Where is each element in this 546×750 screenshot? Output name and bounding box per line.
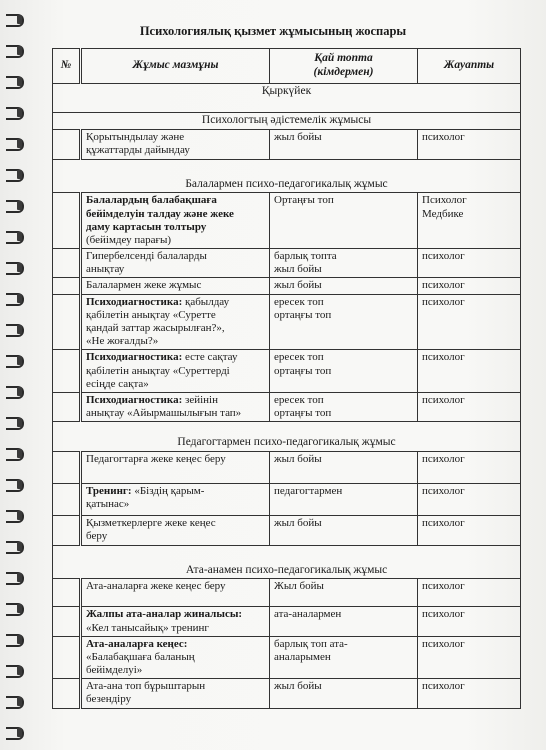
row-group: барлық топ ата- аналарымен <box>270 636 418 679</box>
row-content: Гипербелсенді балаларды анықтау <box>81 249 270 278</box>
row-number <box>53 294 81 350</box>
row-number <box>53 484 81 516</box>
row-content: Педагогтарға жеке кеңес беру <box>81 452 270 484</box>
row-content: Тренинг: «Біздің қарым- қатынас» <box>81 484 270 516</box>
table-row <box>53 350 521 393</box>
binding-ring <box>6 262 24 275</box>
binding-ring <box>6 417 24 430</box>
table-row <box>53 636 521 679</box>
row-number <box>53 579 81 607</box>
binding-ring <box>6 76 24 89</box>
row-number <box>53 679 81 708</box>
table-row <box>53 392 521 421</box>
row-content: Психодиагностика: қабылдау қабілетін анықтау «Суретте қандай заттар жасырылған?», «Не жоғалды?» <box>81 294 270 350</box>
binding-ring <box>6 572 24 585</box>
binding-ring <box>6 603 24 616</box>
binding-ring <box>6 107 24 120</box>
row-number <box>53 350 81 393</box>
binding-ring <box>6 727 24 740</box>
binding-ring <box>6 231 24 244</box>
row-responsible: психолог <box>418 452 521 484</box>
header-responsible: Жауапты <box>418 49 521 84</box>
row-number <box>53 130 81 159</box>
binding-ring <box>6 355 24 368</box>
section-row <box>53 113 521 130</box>
row-content: Қызметкерлерге жеке кеңес беру <box>81 516 270 545</box>
binding-ring <box>6 386 24 399</box>
row-content: Ата-аналарға жеке кеңес беру <box>81 579 270 607</box>
table-row <box>53 278 521 294</box>
table-row <box>53 452 521 484</box>
section-title: Педагогтармен психо-педагогикалық жұмыс <box>53 422 521 452</box>
month-row <box>53 83 521 113</box>
section-row <box>53 545 521 579</box>
row-group: барлық топта жыл бойы <box>270 249 418 278</box>
row-number <box>53 516 81 545</box>
row-group: Ортаңғы топ <box>270 193 418 249</box>
row-content: Ата-ана топ бұрыштарын безендіру <box>81 679 270 708</box>
row-responsible: психолог <box>418 278 521 294</box>
row-group: жыл бойы <box>270 278 418 294</box>
binding-ring <box>6 324 24 337</box>
page-title: Психологиялық қызмет жұмысының жоспары <box>139 24 407 38</box>
row-responsible: психолог <box>418 579 521 607</box>
binding-ring <box>6 45 24 58</box>
binding-ring <box>6 200 24 213</box>
row-number <box>53 452 81 484</box>
binding-ring <box>6 541 24 554</box>
row-group: ересек топ ортаңғы топ <box>270 392 418 421</box>
row-responsible: психолог <box>418 249 521 278</box>
row-group: ересек топ ортаңғы топ <box>270 294 418 350</box>
row-number <box>53 607 81 636</box>
row-responsible: психолог <box>418 484 521 516</box>
spiral-binding <box>6 0 28 750</box>
table-row <box>53 130 521 159</box>
row-number <box>53 193 81 249</box>
row-content: Қорытындылау және құжаттарды дайындау <box>81 130 270 159</box>
row-responsible: Психолог Медбике <box>418 193 521 249</box>
header-no: № <box>53 49 81 84</box>
row-content: Балалардың балабақшаға бейімделуін талдау және жеке даму картасын толтыру (бейімдеу парағы) <box>81 193 270 249</box>
row-content: Психодиагностика: зейінін анықтау «Айырмашылығын тап» <box>81 392 270 421</box>
row-number <box>53 636 81 679</box>
binding-ring <box>6 169 24 182</box>
row-group: жыл бойы <box>270 452 418 484</box>
section-row <box>53 422 521 452</box>
row-responsible: психолог <box>418 516 521 545</box>
row-group: ата-аналармен <box>270 607 418 636</box>
binding-ring <box>6 448 24 461</box>
header-content: Жұмыс мазмұны <box>81 49 270 84</box>
section-title: Балалармен психо-педагогикалық жұмыс <box>53 159 521 193</box>
table-row <box>53 193 521 249</box>
table-row <box>53 484 521 516</box>
row-responsible: психолог <box>418 607 521 636</box>
row-content: Ата-аналарға кеңес: «Балабақшаға баланың бейімделуі» <box>81 636 270 679</box>
table-row <box>53 294 521 350</box>
row-responsible: психолог <box>418 294 521 350</box>
row-group: педагогтармен <box>270 484 418 516</box>
row-responsible: психолог <box>418 636 521 679</box>
row-content: Психодиагностика: есте сақтау қабілетін анықтау «Суреттерді есіңде сақта» <box>81 350 270 393</box>
row-content: Жалпы ата-аналар жиналысы: «Кел танысайық» тренинг <box>81 607 270 636</box>
section-row <box>53 159 521 193</box>
row-content: Балалармен жеке жұмыс <box>81 278 270 294</box>
row-responsible: психолог <box>418 350 521 393</box>
row-number <box>53 249 81 278</box>
table-row <box>53 249 521 278</box>
row-group: ересек топ ортаңғы топ <box>270 350 418 393</box>
binding-ring <box>6 665 24 678</box>
row-responsible: психолог <box>418 130 521 159</box>
binding-ring <box>6 293 24 306</box>
month-label: Қыркүйек <box>53 83 521 113</box>
row-group: жыл бойы <box>270 516 418 545</box>
row-group: жыл бойы <box>270 130 418 159</box>
table-row <box>53 607 521 636</box>
row-responsible: психолог <box>418 392 521 421</box>
header-group: Қай топта (кімдермен) <box>270 49 418 84</box>
binding-ring <box>6 696 24 709</box>
row-group: Жыл бойы <box>270 579 418 607</box>
row-group: жыл бойы <box>270 679 418 708</box>
binding-ring <box>6 138 24 151</box>
table-row <box>53 579 521 607</box>
plan-table <box>52 48 521 709</box>
header-row <box>53 49 521 84</box>
binding-ring <box>6 510 24 523</box>
row-number <box>53 392 81 421</box>
table-row <box>53 679 521 708</box>
section-title: Ата-анамен психо-педагогикалық жұмыс <box>53 545 521 579</box>
row-responsible: психолог <box>418 679 521 708</box>
table-row <box>53 516 521 545</box>
row-number <box>53 278 81 294</box>
section-title: Психологтың әдістемелік жұмысы <box>53 113 521 130</box>
binding-ring <box>6 634 24 647</box>
binding-ring <box>6 479 24 492</box>
